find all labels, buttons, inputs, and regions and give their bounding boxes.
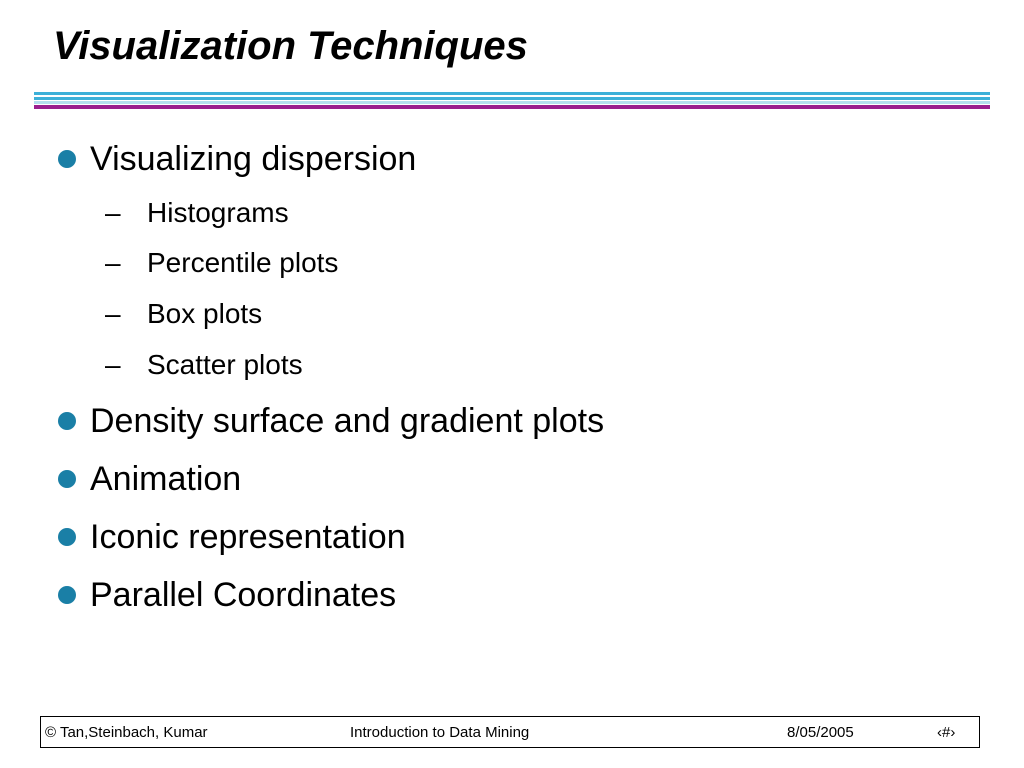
bullet-item <box>90 139 416 179</box>
filled-circle-icon <box>58 412 76 430</box>
dash-icon: – <box>105 349 121 380</box>
filled-circle-icon <box>58 586 76 604</box>
bullet-item <box>90 401 604 441</box>
bullet-label: Animation <box>90 460 242 498</box>
sub-bullet-item <box>105 196 289 230</box>
sub-bullet-item <box>105 246 339 280</box>
sub-bullet-label: Percentile plots <box>147 247 339 278</box>
bullet-label: Iconic representation <box>90 518 406 556</box>
sub-bullet-item <box>105 348 303 382</box>
bullet-label: Visualizing dispersion <box>90 140 417 178</box>
footer-page-number: ‹#› <box>937 724 956 741</box>
filled-circle-icon <box>58 150 76 168</box>
footer-copyright: © Tan,Steinbach, Kumar <box>45 724 208 741</box>
bullet-item <box>90 517 406 557</box>
sub-bullet-label: Scatter plots <box>147 349 303 380</box>
sub-bullet-item <box>105 297 263 331</box>
dash-icon: – <box>105 298 121 329</box>
sub-bullet-label: Histograms <box>147 197 289 228</box>
slide-footer <box>40 716 980 748</box>
dash-icon: – <box>105 247 121 278</box>
bullet-item <box>90 459 241 499</box>
bullet-label: Density surface and gradient plots <box>90 402 605 440</box>
bullet-label: Parallel Coordinates <box>90 576 397 614</box>
sub-bullet-label: Box plots <box>147 298 263 329</box>
footer-date: 8/05/2005 <box>787 724 854 741</box>
dash-icon: – <box>105 197 121 228</box>
filled-circle-icon <box>58 528 76 546</box>
footer-course-title: Introduction to Data Mining <box>350 724 530 741</box>
filled-circle-icon <box>58 470 76 488</box>
slide-title: Visualization Techniques <box>53 24 528 68</box>
bullet-item <box>90 575 396 615</box>
